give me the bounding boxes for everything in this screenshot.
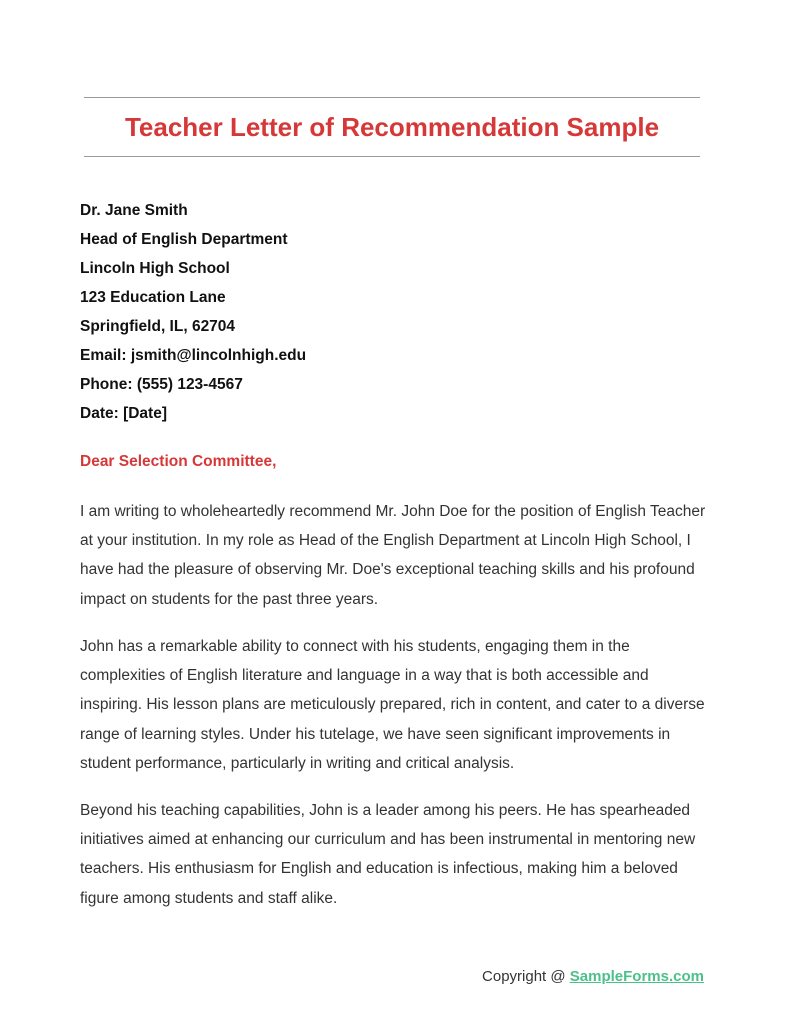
sender-block: [80, 196, 710, 428]
sender-school: Lincoln High School: [80, 260, 230, 277]
sender-phone: Phone: (555) 123-4567: [80, 376, 243, 393]
sender-city: Springfield, IL, 62704: [80, 318, 236, 335]
copyright-label: Copyright @: [482, 968, 570, 985]
body-paragraph-3: Beyond his teaching capabilities, John is a leader among his peers. He has spearheaded initiatives aimed at enhancing our curriculum and has been instrumental in mentoring new teachers. His enthusiasm for English and education is infectious, making him a beloved figure among students and staff alike.: [80, 802, 696, 907]
title-bottom-divider: [84, 156, 700, 157]
sender-name: Dr. Jane Smith: [80, 202, 188, 219]
sender-date: Date: [Date]: [80, 405, 167, 422]
body-paragraph-2: John has a remarkable ability to connect with his students, engaging them in the complexities of English literature and language in a way that is both accessible and inspiring. His lesson plans are meticulously prepared, rich in content, and cater to a diverse range of learning styles. Under his tutelage, we have seen significant improvements in student performance, particularly in writing and critical analysis.: [80, 638, 705, 772]
title-top-divider: [84, 97, 700, 98]
sender-position: Head of English Department: [80, 231, 288, 248]
sender-email: Email: jsmith@lincolnhigh.edu: [80, 347, 307, 364]
page-title: Teacher Letter of Recommendation Sample: [124, 112, 660, 142]
salutation: Dear Selection Committee,: [80, 453, 277, 470]
body-paragraph-1: I am writing to wholeheartedly recommend Mr. John Doe for the position of English Teacher at your institution. In my role as Head of the English Department at Lincoln High School, I have had the pleasure of observing Mr. Doe's exceptional teaching skills and his profound impact on students for the past three years.: [80, 503, 706, 608]
sender-street: 123 Education Lane: [80, 289, 226, 306]
copyright-footer: [482, 966, 704, 988]
sampleforms-link[interactable]: SampleForms.com: [569, 968, 704, 985]
